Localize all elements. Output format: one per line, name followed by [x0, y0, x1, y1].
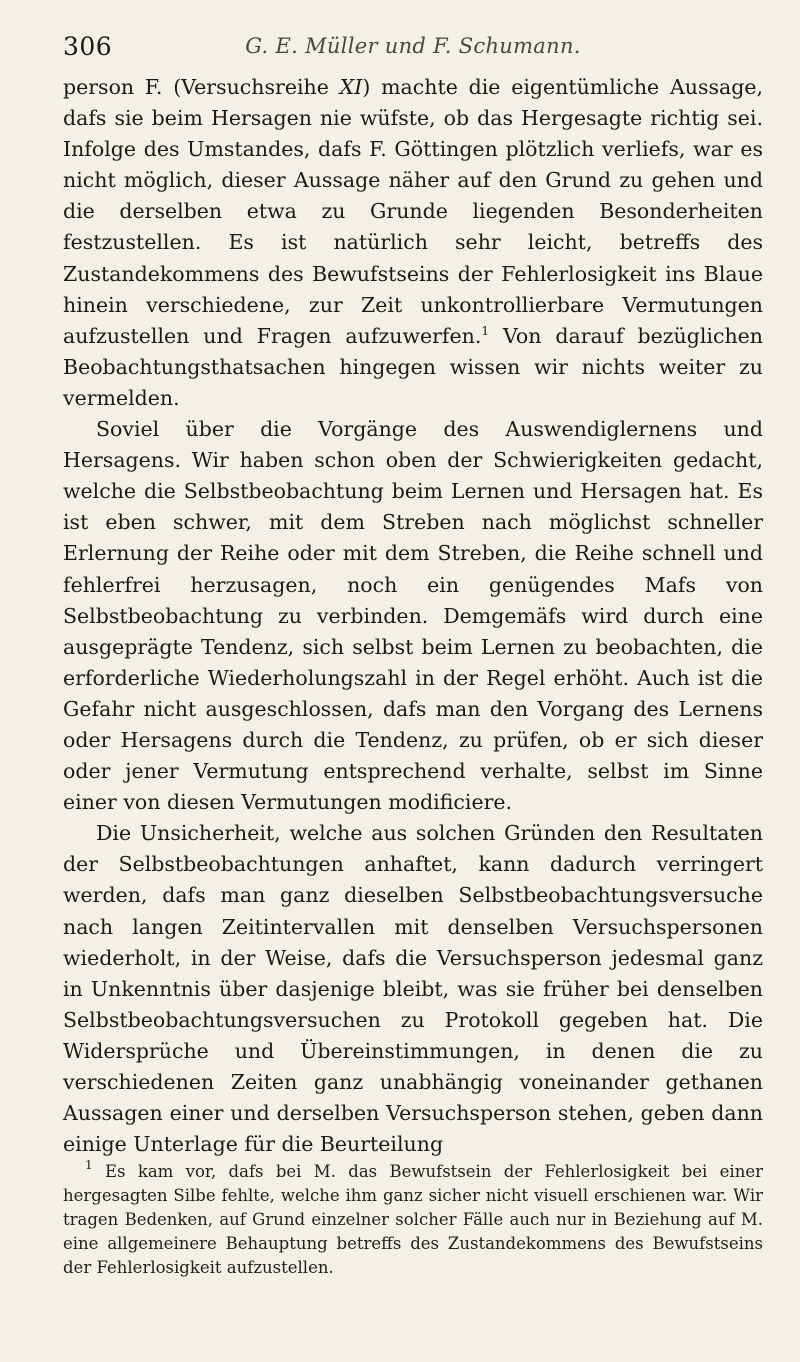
- paragraph-text: Von darauf bezüglichen Beobachtungsthatsachen hingegen wissen wir nichts weiter zu vermelden.: [63, 323, 763, 410]
- paragraph-text: Die Unsicherheit, welche aus solchen Gründen den Resultaten der Selbstbeobachtungen anhaftet, kann dadurch verringert werden, dafs man ganz dieselben Selbstbeobachtungsversuche nach langen Zeitintervallen mit denselben Versuchspersonen wiederholt, in der Weise, dafs die Versuchsperson jedesmal ganz in Unkenntnis über dasjenige bleibt, was sie früher bei denselben Selbstbeobachtungsversuchen zu Protokoll gegeben hat. Die Widersprüche und Übereinstimmungen, in denen die zu verschiedenen Zeiten ganz unabhängig voneinander gethanen Aussagen einer und derselben Versuchsperson stehen, geben dann einige Unterlage für die Beurteilung: [63, 821, 763, 1157]
- paragraph: [63, 818, 763, 1160]
- running-head: G. E. Müller und F. Schumann.: [245, 34, 581, 58]
- footnote: [63, 1160, 763, 1280]
- paragraph-text: ) machte die eigentümliche Aussage, dafs sie beim Hersagen nie wüfste, ob das Hergesagte richtig sei. Infolge des Umstandes, dafs F. Göttingen plötzlich verliefs, war es nicht möglich, dieser Aussage näher auf den Grund zu gehen und die derselben etwa zu Grunde liegenden Besonderheiten festzustellen. Es ist natürlich sehr leicht, betreffs des Zustandekommens des Bewufstseins der Fehlerlosigkeit ins Blaue hinein verschiedene, zur Zeit unkontrollierbare Vermutungen aufzustellen und Fragen aufzuwerfen.: [63, 75, 763, 348]
- page-number: 306: [63, 32, 113, 61]
- footnote-ref: 1: [481, 323, 490, 338]
- footnote-marker: 1: [85, 1158, 93, 1172]
- paragraph: [63, 414, 763, 818]
- page-header: [63, 32, 763, 66]
- footnote-text: Es kam vor, dafs bei M. das Bewufstsein der Fehlerlosigkeit bei einer hergesagten Silbe fehlte, welche ihm ganz sicher nicht visuell erschienen war. Wir tragen Bedenken, auf Grund einzelner solcher Fälle auch nur in Beziehung auf M. eine allgemeinere Behauptung betreffs des Zustandekommens des Bewufstseins der Fehlerlosigkeit aufzustellen.: [63, 1162, 763, 1277]
- italic-text: XI: [339, 75, 363, 99]
- paragraph-text: person F. (Versuchsreihe: [63, 75, 340, 99]
- paragraph: [63, 72, 763, 414]
- footnotes: [63, 1160, 763, 1280]
- body-text: [63, 72, 763, 1160]
- paragraph-text: Soviel über die Vorgänge des Auswendiglernens und Hersagens. Wir haben schon oben der Schwierigkeiten gedacht, welche die Selbstbeobachtung beim Lernen und Hersagen hat. Es ist eben schwer, mit dem Streben nach möglichst schneller Erlernung der Reihe oder mit dem Streben, die Reihe schnell und fehlerfrei herzusagen, noch ein genügendes Mafs von Selbstbeobachtung zu verbinden. Demgemäfs wird durch eine ausgeprägte Tendenz, sich selbst beim Lernen zu beobachten, die erforderliche Wiederholungszahl in der Regel erhöht. Auch ist die Gefahr nicht ausgeschlossen, dafs man den Vorgang des Lernens oder Hersagens durch die Tendenz, zu prüfen, ob er sich dieser oder jener Vermutung entsprechend verhalte, selbst im Sinne einer von diesen Vermutungen modificiere.: [63, 417, 763, 815]
